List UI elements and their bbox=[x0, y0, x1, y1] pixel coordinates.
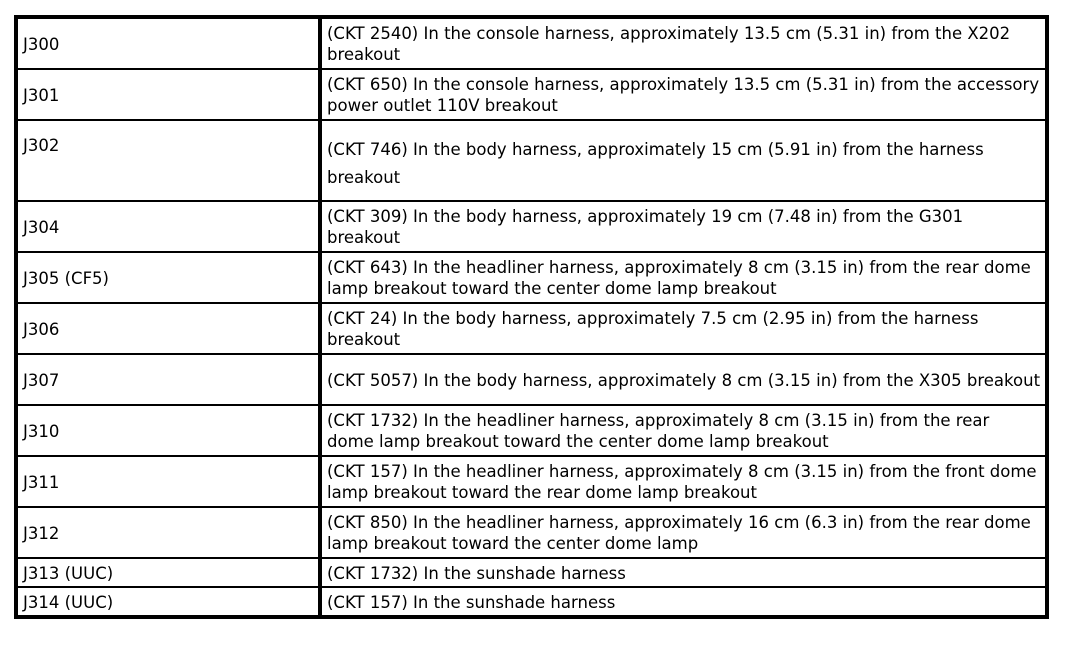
splice-location-cell: (CKT 24) In the body harness, approximately 7.5 cm (2.95 in) from the harness breakout bbox=[321, 303, 1046, 354]
splice-id-cell: J305 (CF5) bbox=[17, 252, 321, 303]
splice-location-table bbox=[14, 15, 1049, 619]
table-row bbox=[17, 303, 1046, 354]
splice-id-cell: J304 bbox=[17, 201, 321, 252]
splice-id-cell: J306 bbox=[17, 303, 321, 354]
splice-location-cell: (CKT 850) In the headliner harness, approximately 16 cm (6.3 in) from the rear dome lamp breakout toward the center dome lamp bbox=[321, 507, 1046, 558]
splice-id-cell: J313 (UUC) bbox=[17, 558, 321, 587]
splice-location-cell: (CKT 643) In the headliner harness, approximately 8 cm (3.15 in) from the rear dome lamp breakout toward the center dome lamp breakout bbox=[321, 252, 1046, 303]
splice-location-cell: (CKT 157) In the sunshade harness bbox=[321, 587, 1046, 616]
splice-id-cell: J302 bbox=[17, 120, 321, 201]
splice-location-cell: (CKT 2540) In the console harness, approximately 13.5 cm (5.31 in) from the X202 breakout bbox=[321, 18, 1046, 69]
splice-location-cell: (CKT 746) In the body harness, approximately 15 cm (5.91 in) from the harness breakout bbox=[321, 120, 1046, 201]
table-row bbox=[17, 120, 1046, 201]
table-row bbox=[17, 18, 1046, 69]
splice-location-cell: (CKT 5057) In the body harness, approximately 8 cm (3.15 in) from the X305 breakout bbox=[321, 354, 1046, 405]
table-row bbox=[17, 201, 1046, 252]
splice-location-cell: (CKT 309) In the body harness, approximately 19 cm (7.48 in) from the G301 breakout bbox=[321, 201, 1046, 252]
splice-location-cell: (CKT 1732) In the sunshade harness bbox=[321, 558, 1046, 587]
splice-location-cell: (CKT 1732) In the headliner harness, approximately 8 cm (3.15 in) from the rear dome lamp breakout toward the center dome lamp breakout bbox=[321, 405, 1046, 456]
table-row bbox=[17, 587, 1046, 616]
table-row bbox=[17, 558, 1046, 587]
table-row bbox=[17, 405, 1046, 456]
splice-location-cell: (CKT 650) In the console harness, approximately 13.5 cm (5.31 in) from the accessory power outlet 110V breakout bbox=[321, 69, 1046, 120]
splice-id-cell: J310 bbox=[17, 405, 321, 456]
splice-id-cell: J311 bbox=[17, 456, 321, 507]
splice-id-cell: J301 bbox=[17, 69, 321, 120]
splice-id-cell: J314 (UUC) bbox=[17, 587, 321, 616]
splice-id-cell: J312 bbox=[17, 507, 321, 558]
splice-id-cell: J300 bbox=[17, 18, 321, 69]
splice-id-cell: J307 bbox=[17, 354, 321, 405]
table-row bbox=[17, 354, 1046, 405]
table-row bbox=[17, 69, 1046, 120]
table-row bbox=[17, 252, 1046, 303]
splice-location-cell: (CKT 157) In the headliner harness, approximately 8 cm (3.15 in) from the front dome lamp breakout toward the rear dome lamp breakout bbox=[321, 456, 1046, 507]
table-row bbox=[17, 456, 1046, 507]
table-row bbox=[17, 507, 1046, 558]
